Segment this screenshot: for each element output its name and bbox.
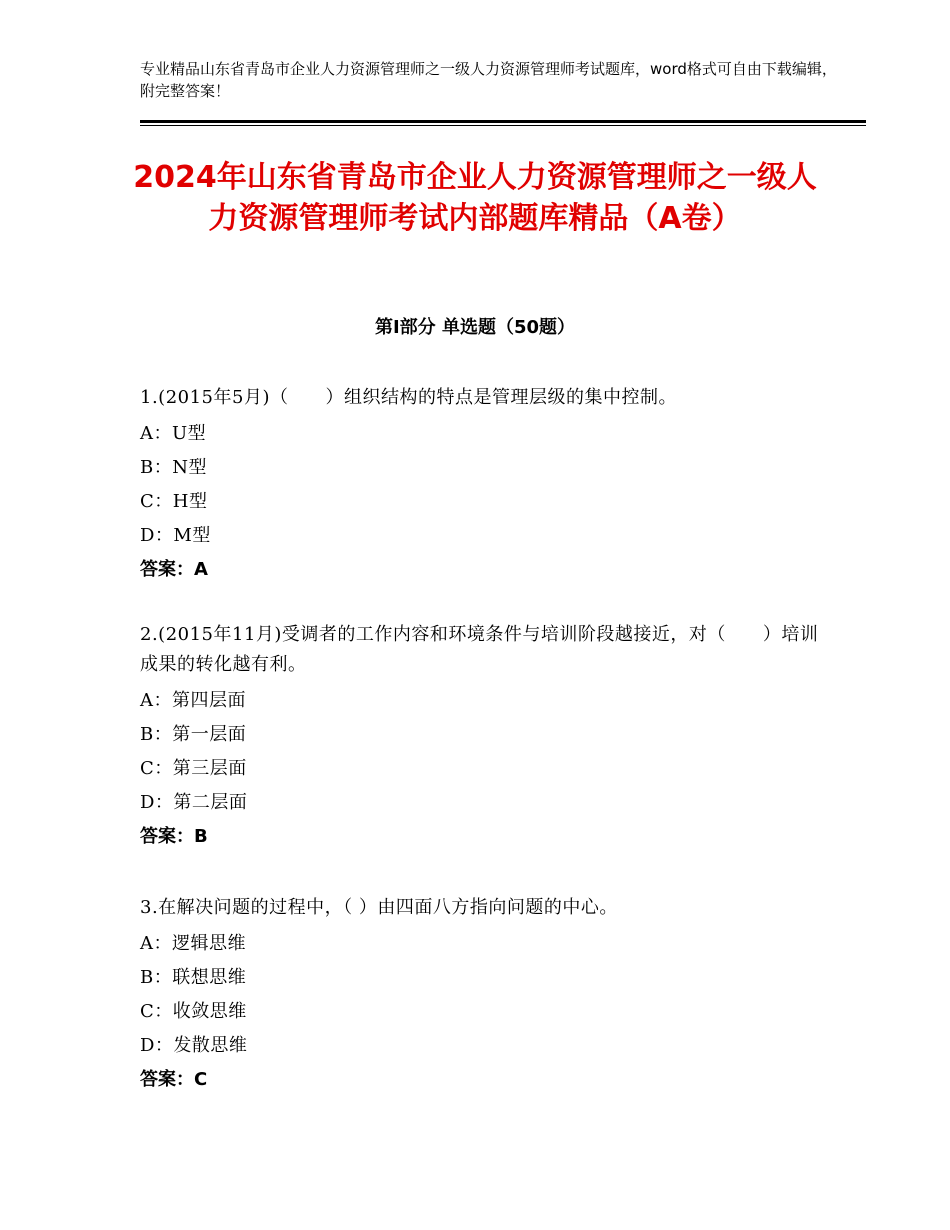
question-stem: 3.在解决问题的过程中，（ ）由四面八方指向问题的中心。 [140,897,618,918]
option-c: C：收敛思维 [140,1001,247,1022]
question-stem: 1.(2015年5月)（ ）组织结构的特点是管理层级的集中控制。 [140,387,677,408]
option-d: D：第二层面 [140,792,248,813]
option-a: A：U型 [140,423,207,444]
header-note: 专业精品山东省青岛市企业人力资源管理师之一级人力资源管理师考试题库，word格式可自由下载编辑，附完整答案！ [140,60,837,100]
header-rule-thin [140,125,866,126]
answer: 答案：B [140,826,208,847]
option-b: B：第一层面 [140,724,247,745]
answer: 答案：A [140,559,208,580]
answer: 答案：C [140,1069,208,1090]
section-title: 第Ⅰ部分 单选题（50题） [374,317,575,338]
option-d: D：M型 [140,525,211,546]
question-3 [140,893,820,1097]
option-b: B：联想思维 [140,967,247,988]
question-1 [140,383,820,587]
question-2 [140,620,820,854]
option-a: A：逻辑思维 [140,933,246,954]
option-d: D：发散思维 [140,1035,248,1056]
option-c: C：H型 [140,491,208,512]
option-c: C：第三层面 [140,758,247,779]
option-a: A：第四层面 [140,690,246,711]
question-stem: 2.(2015年11月)受调者的工作内容和环境条件与培训阶段越接近，对（ ）培训成果的转化越有利。 [140,624,819,675]
document-title: 2024年山东省青岛市企业人力资源管理师之一级人力资源管理师考试内部题库精品（A卷） [133,160,817,236]
option-b: B：N型 [140,457,207,478]
header-rule-thick [140,120,866,123]
